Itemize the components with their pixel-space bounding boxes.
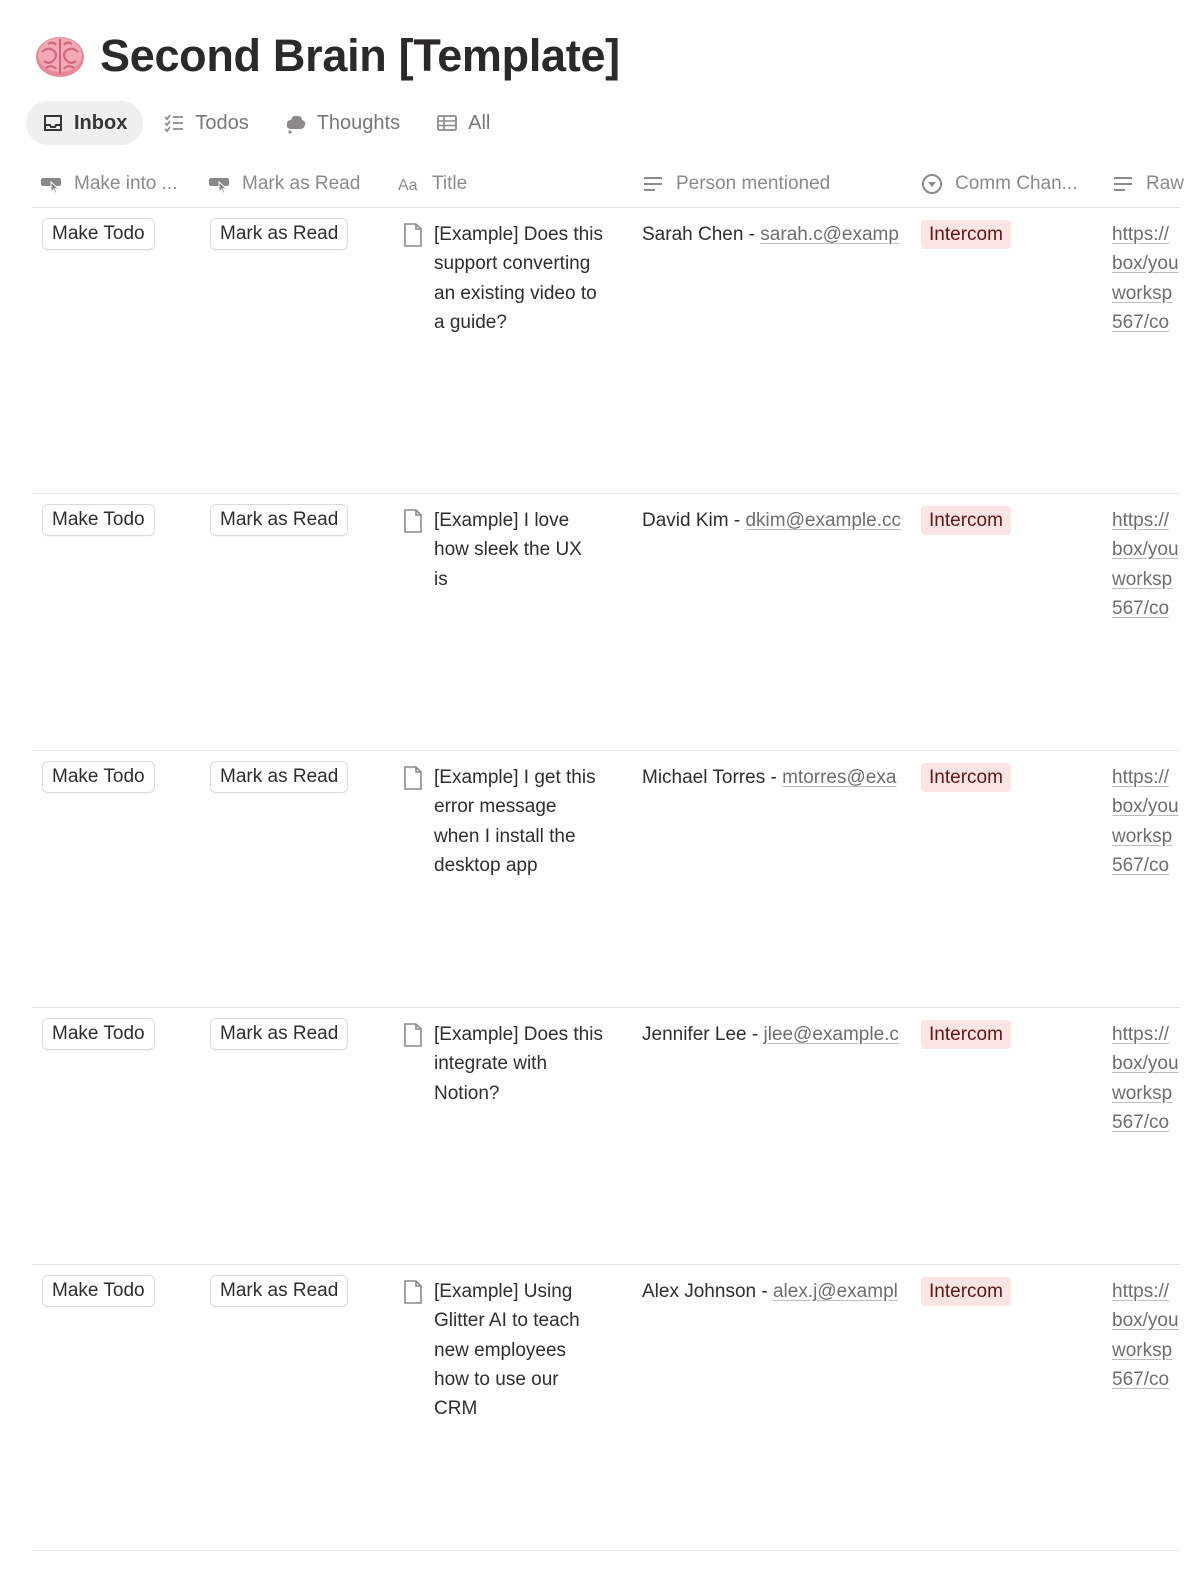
- raw-link-line: worksp: [1112, 282, 1173, 304]
- raw-link-line: https://: [1112, 1281, 1170, 1302]
- raw-link-line: worksp: [1112, 1082, 1173, 1104]
- make-todo-button[interactable]: Make Todo: [42, 504, 155, 536]
- column-label: Raw: [1146, 173, 1184, 194]
- raw-link-line: box/you: [1112, 796, 1179, 818]
- make-todo-button[interactable]: Make Todo: [42, 218, 155, 250]
- person-email-link[interactable]: mtorres@exa: [782, 767, 897, 788]
- table-row[interactable]: [32, 208, 1180, 494]
- title-line: an existing video to: [434, 282, 597, 304]
- text-lines-icon: [642, 173, 664, 195]
- page-header: [34, 30, 620, 82]
- title-line: Notion?: [434, 1082, 500, 1104]
- page-title: Second Brain [Template]: [100, 30, 620, 81]
- column-header-title[interactable]: [398, 160, 467, 208]
- inbox-table: [32, 160, 1184, 1551]
- thought-cloud-icon: [285, 112, 307, 134]
- comm-channel-tag: Intercom: [921, 1277, 1011, 1306]
- person-name: Jennifer Lee -: [642, 1024, 764, 1045]
- column-header-person-mentioned[interactable]: [642, 160, 830, 208]
- person-email-link[interactable]: alex.j@exampl: [772, 1281, 898, 1302]
- page-document-icon: [402, 765, 424, 791]
- column-label: Mark as Read: [242, 173, 361, 194]
- raw-link-line: 567/co: [1112, 854, 1170, 876]
- mark-as-read-button[interactable]: Mark as Read: [210, 1275, 348, 1307]
- view-tabs: [26, 101, 510, 145]
- table-header: [32, 160, 1184, 208]
- mark-as-read-button[interactable]: Mark as Read: [210, 1018, 348, 1050]
- text-aa-icon: [398, 173, 420, 195]
- row-title[interactable]: [434, 763, 630, 880]
- title-line: CRM: [434, 1398, 478, 1420]
- title-line: [Example] I love: [434, 510, 570, 531]
- raw-link-line: box/you: [1112, 539, 1179, 561]
- checklist-icon: [163, 112, 185, 134]
- column-label: Comm Chan...: [955, 173, 1078, 194]
- title-line: support converting: [434, 253, 591, 275]
- person-email-link[interactable]: dkim@example.cc: [745, 510, 901, 531]
- inbox-tray-icon: [42, 112, 64, 134]
- svg-text:Aa: Aa: [398, 177, 418, 194]
- person-mentioned-cell: [642, 763, 912, 792]
- make-todo-button[interactable]: Make Todo: [42, 1018, 155, 1050]
- table-row[interactable]: [32, 494, 1180, 751]
- mark-as-read-button[interactable]: Mark as Read: [210, 218, 348, 250]
- column-header-mark-as-read[interactable]: [208, 160, 360, 208]
- title-line: integrate with: [434, 1053, 548, 1075]
- button-cursor-icon: [208, 173, 230, 195]
- title-line: [Example] Does this: [434, 224, 603, 245]
- tab-label: All: [468, 111, 491, 134]
- title-line: is: [434, 568, 448, 590]
- tab-label: Inbox: [74, 111, 128, 134]
- comm-channel-tag: Intercom: [921, 506, 1011, 535]
- raw-link-line: https://: [1112, 510, 1170, 531]
- row-title[interactable]: [434, 1020, 630, 1108]
- person-mentioned-cell: [642, 1020, 912, 1049]
- raw-link-line: https://: [1112, 1024, 1170, 1045]
- page-document-icon: [402, 1279, 424, 1305]
- text-lines-icon: [1112, 173, 1134, 195]
- title-line: desktop app: [434, 854, 538, 876]
- person-email-link[interactable]: sarah.c@examp: [760, 224, 899, 245]
- table-row[interactable]: [32, 1265, 1180, 1551]
- column-label: Make into ...: [74, 173, 178, 194]
- person-email-link[interactable]: jlee@example.c: [763, 1024, 899, 1045]
- raw-link-cell[interactable]: [1112, 506, 1180, 623]
- title-line: [Example] Does this: [434, 1024, 603, 1045]
- raw-link-cell[interactable]: [1112, 220, 1180, 337]
- page-document-icon: [402, 508, 424, 534]
- table-grid-icon: [436, 112, 458, 134]
- person-name: Alex Johnson -: [642, 1281, 773, 1302]
- raw-link-line: https://: [1112, 224, 1170, 245]
- raw-link-cell[interactable]: [1112, 1020, 1180, 1137]
- make-todo-button[interactable]: Make Todo: [42, 1275, 155, 1307]
- title-line: a guide?: [434, 311, 507, 333]
- raw-link-line: worksp: [1112, 1339, 1173, 1361]
- person-name: Michael Torres -: [642, 767, 783, 788]
- tab-inbox[interactable]: [26, 101, 143, 145]
- column-header-make-into[interactable]: [40, 160, 178, 208]
- raw-link-line: 567/co: [1112, 597, 1170, 619]
- mark-as-read-button[interactable]: Mark as Read: [210, 761, 348, 793]
- title-line: Glitter AI to teach: [434, 1310, 580, 1332]
- raw-link-line: worksp: [1112, 568, 1173, 590]
- raw-link-line: https://: [1112, 767, 1170, 788]
- tab-thoughts[interactable]: [269, 101, 416, 145]
- comm-channel-tag: Intercom: [921, 1020, 1011, 1049]
- raw-link-line: box/you: [1112, 1310, 1179, 1332]
- table-row[interactable]: [32, 751, 1180, 1008]
- title-line: error message: [434, 796, 557, 818]
- person-name: Sarah Chen -: [642, 224, 761, 245]
- title-line: when I install the: [434, 825, 576, 847]
- person-mentioned-cell: [642, 1277, 912, 1306]
- page-document-icon: [402, 222, 424, 248]
- make-todo-button[interactable]: Make Todo: [42, 761, 155, 793]
- tab-label: Todos: [195, 111, 249, 134]
- raw-link-cell[interactable]: [1112, 763, 1180, 880]
- raw-link-line: 567/co: [1112, 311, 1170, 333]
- row-title[interactable]: [434, 1277, 630, 1423]
- raw-link-line: box/you: [1112, 1053, 1179, 1075]
- person-name: David Kim -: [642, 510, 746, 531]
- person-mentioned-cell: [642, 220, 912, 249]
- title-line: how to use our: [434, 1368, 559, 1390]
- comm-channel-tag: Intercom: [921, 763, 1011, 792]
- comm-channel-tag: Intercom: [921, 220, 1011, 249]
- title-line: how sleek the UX: [434, 539, 582, 561]
- mark-as-read-button[interactable]: Mark as Read: [210, 504, 348, 536]
- page-document-icon: [402, 1022, 424, 1048]
- raw-link-cell[interactable]: [1112, 1277, 1180, 1394]
- column-header-raw[interactable]: [1112, 160, 1184, 208]
- column-label: Title: [432, 173, 468, 194]
- raw-link-line: 567/co: [1112, 1368, 1170, 1390]
- title-line: [Example] Using: [434, 1281, 573, 1302]
- tab-all[interactable]: [420, 101, 506, 145]
- brain-emoji-icon: [34, 30, 86, 82]
- button-cursor-icon: [40, 173, 62, 195]
- row-title[interactable]: [434, 506, 630, 594]
- row-title[interactable]: [434, 220, 630, 337]
- column-label: Person mentioned: [676, 173, 831, 194]
- tab-label: Thoughts: [316, 111, 401, 134]
- table-row[interactable]: [32, 1008, 1180, 1265]
- title-line: new employees: [434, 1339, 567, 1361]
- column-header-comm-channel[interactable]: [921, 160, 1077, 208]
- tab-todos[interactable]: [147, 101, 264, 145]
- raw-link-line: worksp: [1112, 825, 1173, 847]
- title-line: [Example] I get this: [434, 767, 596, 788]
- raw-link-line: 567/co: [1112, 1111, 1170, 1133]
- person-mentioned-cell: [642, 506, 912, 535]
- raw-link-line: box/you: [1112, 253, 1179, 275]
- select-circle-icon: [921, 173, 943, 195]
